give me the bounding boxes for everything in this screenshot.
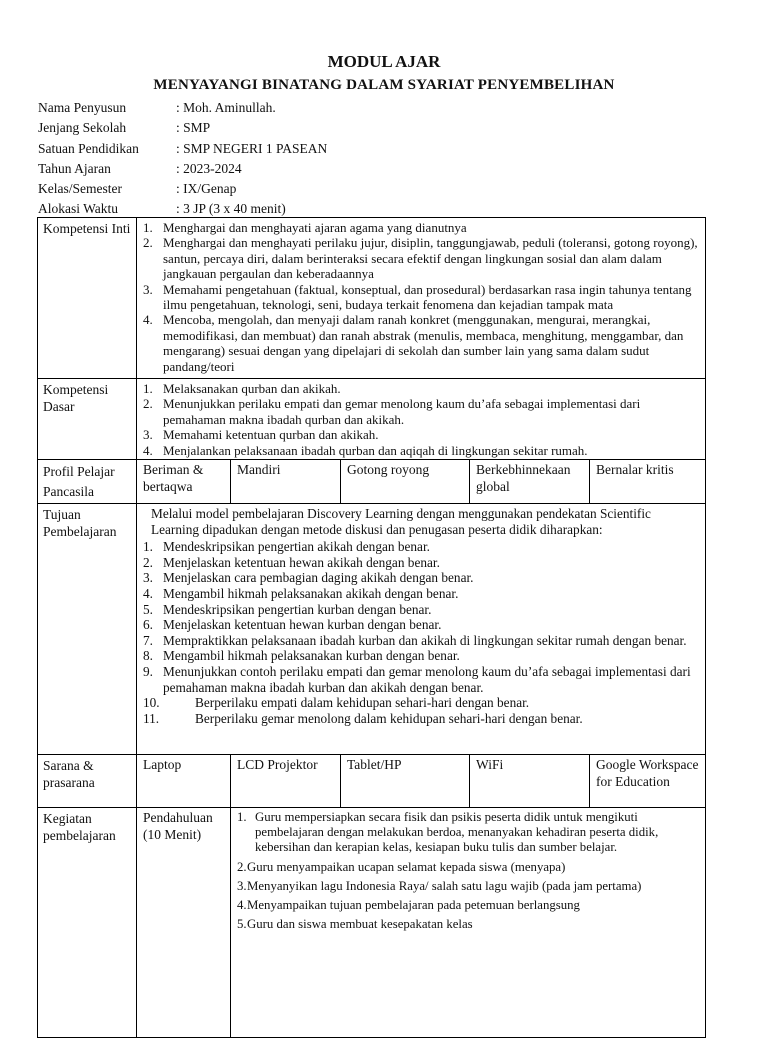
info-row — [38, 179, 327, 199]
document-subtitle: MENYAYANGI BINATANG DALAM SYARIAT PENYEMBELIHAN — [153, 77, 615, 93]
kompetensi-dasar-content — [137, 379, 706, 460]
info-key: Jenjang Sekolah — [38, 120, 127, 136]
list-item: 1. Menghargai dan menghayati ajaran agama yang dianutnya — [143, 220, 467, 235]
sarana-option: Tablet/HP — [341, 755, 470, 808]
info-value: : IX/Genap — [176, 181, 237, 197]
identity-info — [38, 98, 327, 220]
list-item: 3. Memahami pengetahuan (faktual, konseptual, dan prosedural) berdasarkan rasa ingin tahunya tentang ilmu pengetahuan, teknologi, seni, budaya terkait fenomena dan kejadian tampak mata — [143, 281, 692, 313]
profil-option: Beriman & bertaqwa — [137, 460, 231, 504]
list-item: 4. Mencoba, mengolah, dan menyaji dalam ranah konkret (menggunakan, mengurai, merangkai, memodifikasi, dan membuat) dan ranah abstrak (menulis, membaca, menghitung, menggambar, dan mengarang) sesuai dengan yang dipelajari di sekolah dan sumber lain yang sama dalam sudut pandang/teori — [143, 312, 684, 374]
info-value: : SMP NEGERI 1 PASEAN — [176, 140, 328, 156]
list-item: 2. Menunjukkan perilaku empati dan gemar menolong kaum du’afa sebagai implementasi dari pemahaman makna ibadah qurban dan akikah. — [143, 396, 641, 427]
profil-option: Gotong royong — [341, 460, 470, 504]
list-item: 2. Menjelaskan ketentuan hewan akikah dengan benar. — [143, 554, 440, 570]
info-key: Tahun Ajaran — [38, 160, 111, 176]
kompetensi-inti-content — [137, 218, 706, 379]
info-key: Kelas/Semester — [38, 181, 122, 197]
profil-option: Mandiri — [231, 460, 341, 504]
list-item: 8. Mengambil hikmah pelaksanakan kurban dengan benar. — [143, 648, 460, 664]
tujuan-label: Tujuan Pembelajaran — [38, 504, 137, 755]
document-title: MODUL AJAR — [327, 52, 441, 71]
list-item: 6. Menjelaskan ketentuan hewan kurban dengan benar. — [143, 617, 442, 633]
kegiatan-content — [231, 808, 706, 1038]
info-value: : Moh. Aminullah. — [176, 100, 276, 115]
list-item: 2. Menghargai dan menghayati perilaku jujur, disiplin, tanggungjawab, peduli (toleransi, gotong royong), santun, percaya diri, dalam berinteraksi secara efektif dengan lingkungan sosial dan alam dalam jangkauan pergaulan dan keberadaannya — [143, 235, 698, 282]
list-item: 9. Menunjukkan contoh perilaku empati dan gemar menolong kaum du’afa sebagai implementasi dari pemahaman makna ibadah kurban dan akikah dengan benar. — [143, 663, 691, 695]
info-row — [38, 118, 327, 138]
sarana-option: WiFi — [470, 755, 590, 808]
list-item: 7. Mempraktikkan pelaksanaan ibadah kurban dan akikah di lingkungan sekitar rumah dengan benar. — [143, 632, 687, 648]
info-value: : SMP — [176, 120, 211, 136]
profil-option: Berkebhinnekaan global — [470, 460, 590, 504]
sarana-option: LCD Projektor — [231, 755, 341, 808]
info-row — [38, 139, 327, 159]
info-key: Nama Penyusun — [38, 100, 127, 115]
profil-label: Profil Pelajar Pancasila — [38, 460, 137, 504]
list-item: 10. Berperilaku empati dalam kehidupan sehari-hari dengan benar. — [143, 695, 530, 711]
list-item: 3. Menjelaskan cara pembagian daging akikah dengan benar. — [143, 570, 474, 586]
info-value: : 2023-2024 — [176, 160, 242, 176]
list-item: 11. Berperilaku gemar menolong dalam kehidupan sehari-hari dengan benar. — [143, 710, 583, 726]
list-item: 1. Melaksanakan qurban dan akikah. — [143, 381, 341, 396]
info-value: : 3 JP (3 x 40 menit) — [176, 201, 286, 217]
kegiatan-phase: Pendahuluan (10 Menit) — [137, 808, 231, 1038]
list-item: 1. Mendeskripsikan pengertian akikah dengan benar. — [143, 539, 430, 555]
kegiatan-label: Kegiatan pembelajaran — [38, 808, 137, 1038]
list-item: 1. Guru mempersiapkan secara fisik dan psikis peserta didik untuk mengikuti pembelajaran dengan melakukan berdoa, menanyakan kehadiran peserta didik, kebersihan dan kerapian kelas, kesiapan buku tulis dan sumber belajar. — [237, 810, 659, 855]
info-key: Alokasi Waktu — [38, 201, 119, 217]
info-row — [38, 159, 327, 179]
sarana-option: Laptop — [137, 755, 231, 808]
list-item: 4. Menjalankan pelaksanaan ibadah qurban dan aqiqah di lingkungan sekitar rumah. — [143, 442, 588, 458]
profil-option: Bernalar kritis — [590, 460, 706, 504]
tujuan-intro: Melalui model pembelajaran Discovery Learning dengan menggunakan pendekatan Scientific Learning dipadukan dengan metode diskusi dan penugasan peserta didik diharapkan: — [151, 506, 651, 537]
sarana-label: Sarana & prasarana — [38, 755, 137, 808]
sarana-option: Google Workspace for Education — [590, 755, 706, 808]
modul-table — [37, 217, 706, 1038]
list-item: 3. Menyanyikan lagu Indonesia Raya/ salah satu lagu wajib (pada jam pertama) — [237, 878, 642, 893]
list-item: 4. Mengambil hikmah pelaksanakan akikah dengan benar. — [143, 585, 459, 601]
kompetensi-inti-label: Kompetensi Inti — [38, 218, 137, 379]
info-key: Satuan Pendidikan — [38, 140, 139, 156]
list-item: 5. Guru dan siswa membuat kesepakatan kelas — [237, 917, 473, 932]
info-row — [38, 98, 327, 118]
list-item: 2. Guru menyampaikan ucapan selamat kepada siswa (menyapa) — [237, 859, 566, 874]
list-item: 5. Mendeskripsikan pengertian kurban dengan benar. — [143, 601, 432, 617]
list-item: 4. Menyampaikan tujuan pembelajaran pada petemuan berlangsung — [237, 898, 580, 913]
list-item: 3. Memahami ketentuan qurban dan akikah. — [143, 427, 379, 443]
tujuan-content — [137, 504, 706, 755]
kompetensi-dasar-label: Kompetensi Dasar — [38, 379, 137, 460]
